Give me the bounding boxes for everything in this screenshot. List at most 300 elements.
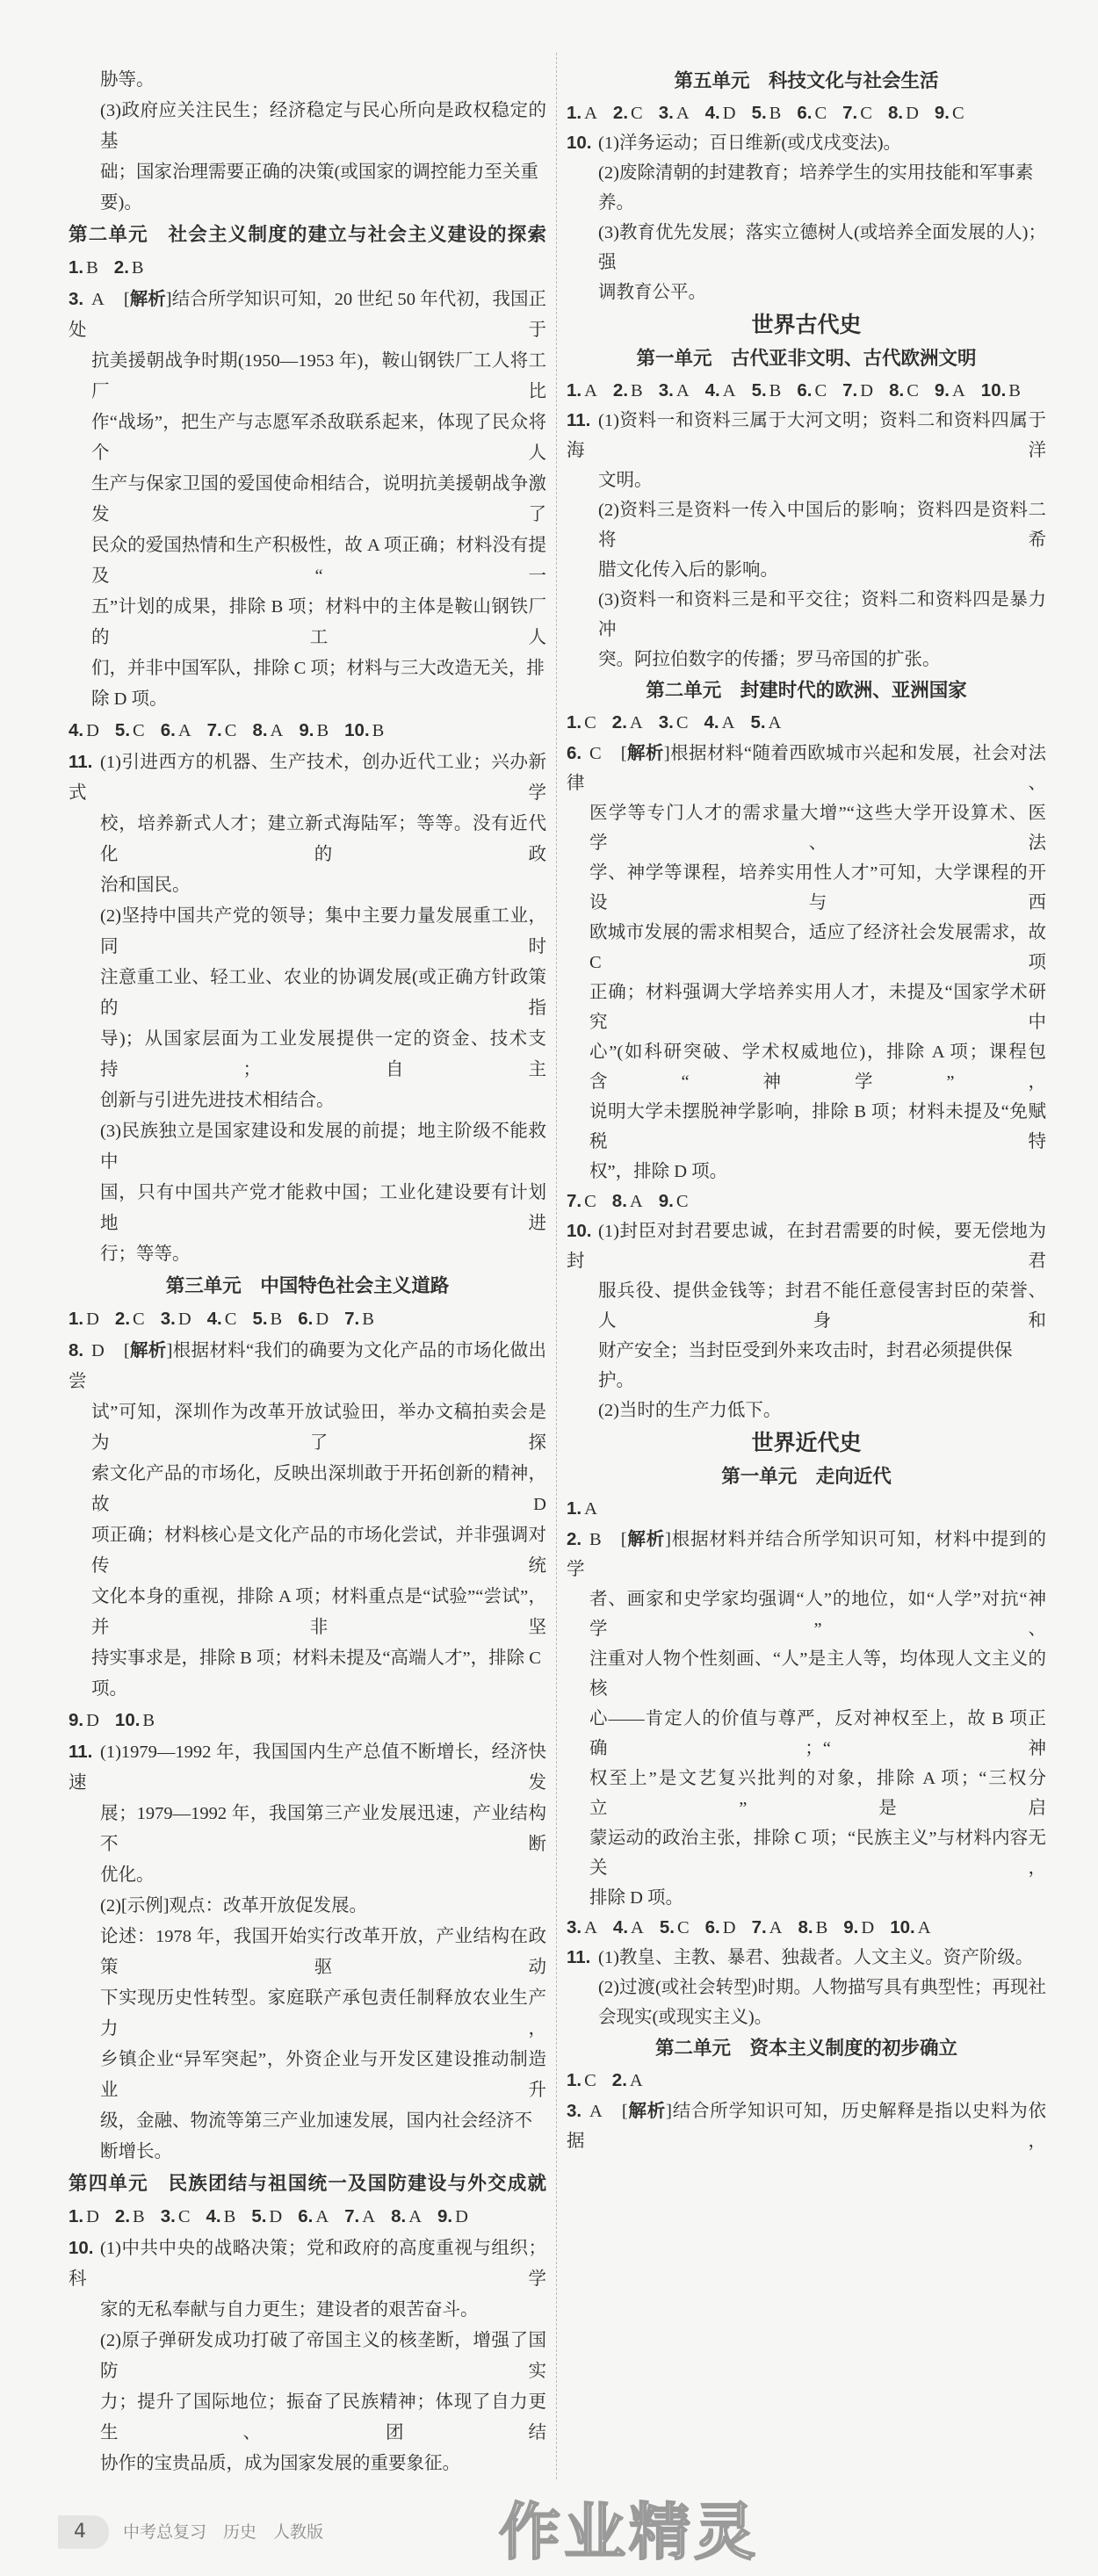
answer-letter: B <box>372 721 385 740</box>
answer-letter: B <box>631 381 643 400</box>
unit-heading: 第一单元 古代亚非文明、古代欧洲文明 <box>636 348 977 370</box>
answer-item <box>437 2201 468 2233</box>
line-text: 欧城市发展的需求相契合，适应了经济社会发展需求，故 C 项 <box>589 923 1046 972</box>
text-line <box>69 1459 546 1520</box>
answer-item <box>161 1303 191 1335</box>
answer-letter: C <box>133 721 145 740</box>
line-text: (2)当时的生产力低下。 <box>598 1401 782 1420</box>
text-line <box>567 2002 1046 2032</box>
text-line <box>69 653 546 715</box>
line-text: 蒙运动的政治主张，排除 C 项；“民族主义”与材料内容无关， <box>589 1829 1046 1878</box>
line-text: 腊文化传入后的影响。 <box>598 560 778 580</box>
answer-item <box>567 2066 596 2096</box>
line-text: (2)资料三是资料一传入中国后的影响；资料四是资料二将希 <box>598 501 1046 550</box>
answer-item <box>889 376 919 406</box>
question-number: 4. <box>704 712 719 732</box>
answer-letter: C <box>177 2207 191 2226</box>
answer-item <box>890 1913 930 1943</box>
question-number: 11. <box>69 1742 93 1762</box>
text-line <box>69 530 546 592</box>
answer-item <box>567 708 596 738</box>
question-number: 7. <box>567 1191 582 1211</box>
answer-item <box>797 376 827 406</box>
line-text: 根据材料“我们的确要为文化产品的市场化做出尝 <box>69 1341 546 1391</box>
question-number: 1. <box>567 380 582 400</box>
text-line <box>567 1336 1046 1396</box>
answer-item <box>69 1303 99 1335</box>
text-line <box>567 918 1046 978</box>
answer-item <box>69 2201 99 2233</box>
answer-letter: C <box>814 104 827 123</box>
answer-letter: C <box>907 381 919 400</box>
text-line <box>567 1584 1046 1644</box>
text-line <box>567 1704 1046 1764</box>
text-line <box>567 1216 1046 1276</box>
answer-letter: C <box>814 381 827 400</box>
unit-heading: 第三单元 中国特色社会主义道路 <box>165 1275 450 1297</box>
footer <box>0 2488 1098 2576</box>
question-number: 2. <box>612 103 629 123</box>
unit-heading: 第一单元 走向近代 <box>721 1466 892 1488</box>
line-text: 文明。 <box>598 471 653 490</box>
analysis-label: 解析 <box>129 288 166 309</box>
question-number: 3. <box>69 289 84 309</box>
line-text: (3)民族独立是国家建设和发展的前提；地主阶级不能救中 <box>100 1122 546 1172</box>
text-line <box>567 2096 1046 2156</box>
answer-letter: A <box>917 1918 931 1937</box>
question-number: 6. <box>567 743 582 763</box>
answer-letter: A <box>91 290 105 309</box>
answer-letter: A <box>584 1918 597 1937</box>
text-line <box>69 1799 546 1860</box>
answer-letter: C <box>951 104 964 123</box>
answer-letter: C <box>675 713 689 732</box>
line-text: (2)[示例]观点：改革开放促发展。 <box>100 1896 368 1916</box>
question-number: 7. <box>344 2206 360 2226</box>
question-number: 8. <box>252 720 268 740</box>
question-number: 3. <box>567 2101 582 2121</box>
text-line <box>567 218 1046 278</box>
answer-item <box>752 98 782 128</box>
answer-item <box>842 376 873 406</box>
answer-item <box>567 1187 596 1216</box>
question-number: 4. <box>704 103 720 123</box>
question-number: 10. <box>567 133 592 153</box>
answer-letter: B <box>1008 381 1021 400</box>
answer-letter: D <box>861 1918 875 1937</box>
page-number: 4 <box>58 2515 109 2549</box>
line-text: 结合所学知识可知，20 世纪 50 年代初，我国正处于 <box>69 290 547 340</box>
line-text: 们，并非中国军队，排除 C 项；材料与三大改造无关，排除 D 项。 <box>91 659 545 709</box>
book-title: 中考总复习 历史 人教版 <box>123 2522 324 2542</box>
answer-letter: D <box>722 104 736 123</box>
line-text: 财产安全；当封臣受到外来攻击时，封君必须提供保护。 <box>598 1341 1013 1390</box>
line-text: (2)过渡(或社会转型)时期。人物描写具有典型性；再现社 <box>598 1978 1046 1997</box>
text-line <box>69 2045 546 2106</box>
text-line <box>69 1643 546 1705</box>
answer-letter: D <box>177 1310 191 1329</box>
text-line <box>567 1157 1046 1187</box>
question-number: 4. <box>206 2206 221 2226</box>
text-line <box>567 858 1046 918</box>
answer-letter: D <box>86 1711 99 1730</box>
answer-item <box>115 1303 145 1335</box>
answer-item <box>161 715 191 747</box>
line-text: 创新与引进先进技术相结合。 <box>100 1091 335 1110</box>
answer-item <box>344 2201 375 2233</box>
answer-row <box>567 2066 1046 2096</box>
text-line <box>567 1276 1046 1336</box>
answer-item <box>752 1913 783 1943</box>
answer-letter: C <box>675 1192 689 1211</box>
question-number: 8. <box>798 1917 813 1937</box>
answer-letter: B <box>589 1530 602 1549</box>
text-line <box>69 747 546 809</box>
text-line <box>567 1524 1046 1584</box>
answer-row <box>567 708 1046 738</box>
text-line <box>69 2326 546 2387</box>
analysis-tag: [解析] <box>620 1528 671 1549</box>
answer-letter: C <box>584 713 596 732</box>
line-text: 础；国家治理需要正确的决策(或国家的调控能力至关重要)。 <box>100 162 538 213</box>
text-line <box>69 284 546 346</box>
text-line <box>69 1983 546 2045</box>
answer-letter: B <box>142 1711 155 1730</box>
text-line <box>69 870 546 901</box>
question-number: 1. <box>69 1309 84 1329</box>
answer-item <box>391 2201 422 2233</box>
question-number: 8. <box>69 1340 84 1360</box>
line-text: 抗美援朝战争时期(1950—1953 年)，鞍山钢铁厂工人将工厂比 <box>91 351 546 401</box>
analysis-tag: [解析] <box>123 1339 173 1360</box>
answer-item <box>797 98 827 128</box>
text-line <box>567 406 1046 465</box>
line-text: (2)坚持中国共产党的领导；集中主要力量发展重工业，同时 <box>100 906 546 956</box>
question-number: 3. <box>160 2206 176 2226</box>
answer-letter: B <box>133 2207 145 2226</box>
answer-letter: A <box>589 2102 603 2121</box>
answer-item <box>798 1913 827 1943</box>
section-title: 世界近代史 <box>751 1430 862 1455</box>
line-text: (3)教育优先发展；落实立德树人(或培养全面发展的人)；强 <box>598 223 1046 272</box>
text-line <box>567 1764 1046 1823</box>
text-line <box>69 96 546 157</box>
text-line <box>567 128 1046 158</box>
analysis-label: 解析 <box>627 2100 667 2121</box>
text-line <box>69 1736 546 1799</box>
text-line <box>567 645 1046 675</box>
answer-item <box>69 252 98 284</box>
text-line <box>567 278 1046 307</box>
line-text: 五”计划的成果，排除 B 项；材料中的主体是鞍山钢铁厂的工人 <box>91 597 546 647</box>
answer-item <box>206 2201 236 2233</box>
answer-item <box>843 1913 874 1943</box>
text-line <box>567 1037 1046 1097</box>
answer-letter: A <box>629 1192 643 1211</box>
question-number: 6. <box>704 1917 720 1937</box>
text-line <box>69 901 546 963</box>
line-text: 学、神学等课程，培养实用性人才”可知，大学课程的开设与西 <box>589 863 1046 913</box>
question-number: 7. <box>344 1309 360 1329</box>
answer-item <box>612 1187 643 1216</box>
line-text: 权”，排除 D 项。 <box>589 1162 728 1181</box>
line-text: 生产与保家卫国的爱国使命相结合，说明抗美援朝战争激发了 <box>91 474 546 524</box>
answer-letter: C <box>584 2071 596 2090</box>
answer-letter: B <box>769 381 782 400</box>
answer-item <box>659 1187 689 1216</box>
text-line <box>69 346 546 408</box>
question-number: 2. <box>567 1529 582 1549</box>
answer-letter: B <box>769 104 782 123</box>
right-column <box>567 65 1046 2156</box>
question-number: 5. <box>750 712 766 732</box>
question-number: 8. <box>611 1191 627 1211</box>
answer-row <box>69 715 546 747</box>
answer-item <box>115 1705 155 1736</box>
answer-letter: A <box>408 2207 422 2226</box>
answer-letter: D <box>86 1310 99 1329</box>
answer-letter: B <box>316 721 329 740</box>
text-line <box>567 1097 1046 1157</box>
answer-letter: A <box>675 104 690 123</box>
question-number: 6. <box>160 720 176 740</box>
line-text: 持实事求是，排除 B 项；材料未提及“高端人才”，排除 C 项。 <box>91 1649 541 1699</box>
question-number: 5. <box>659 1917 675 1937</box>
analysis-label: 解析 <box>626 1528 666 1549</box>
answer-letter: A <box>631 1918 644 1937</box>
answer-letter: D <box>86 2207 99 2226</box>
answer-row <box>567 1913 1046 1943</box>
answer-item <box>567 1494 597 1524</box>
text-line <box>69 1086 546 1116</box>
line-text: 民众的爱国热情和生产积极性，故 A 项正确；材料没有提及“一 <box>91 536 546 586</box>
answer-item <box>705 376 736 406</box>
line-text: 注重对人物个性刻画、“人”是主人等，均体现人文主义的核 <box>589 1649 1046 1699</box>
question-number: 10. <box>69 2238 94 2258</box>
answer-letter: B <box>223 2207 236 2226</box>
text-line <box>567 1883 1046 1913</box>
question-number: 8. <box>391 2206 407 2226</box>
answer-item <box>298 2201 329 2233</box>
question-number: 10. <box>980 380 1007 400</box>
line-text: 行；等等。 <box>100 1245 191 1264</box>
answer-row <box>567 98 1046 128</box>
question-number: 5. <box>251 2206 267 2226</box>
question-number: 2. <box>114 2206 131 2226</box>
line-text: 排除 D 项。 <box>589 1888 684 1908</box>
column-divider <box>556 53 557 2479</box>
answer-letter: B <box>86 258 98 278</box>
text-line <box>69 1239 546 1270</box>
line-text: (1)中共中央的战略决策；党和政府的高度重视与组织；科学 <box>69 2239 546 2289</box>
line-text: 权至上”是文艺复兴批判的对象，排除 A 项；“三权分立”是启 <box>589 1769 1046 1818</box>
text-line <box>69 809 546 870</box>
text-line <box>567 555 1046 585</box>
answer-letter: A <box>769 1918 783 1937</box>
question-number: 9. <box>69 1710 84 1730</box>
answer-letter: D <box>86 721 99 740</box>
answer-letter: A <box>768 713 782 732</box>
question-number: 5. <box>252 1309 268 1329</box>
question-number: 10. <box>567 1221 592 1241</box>
answer-item <box>704 708 735 738</box>
question-number: 9. <box>843 1917 859 1937</box>
analysis-label: 解析 <box>626 742 664 763</box>
line-text: 服兵役、提供金钱等；封君不能任意侵害封臣的荣誉、人身和 <box>598 1281 1046 1331</box>
question-number: 3. <box>658 380 674 400</box>
question-number: 2. <box>113 257 129 278</box>
answer-item <box>888 98 919 128</box>
question-number: 10. <box>114 1710 141 1730</box>
answer-letter: C <box>133 1310 145 1329</box>
line-text: (2)废除清朝的封建教育；培养学生的实用技能和军事素养。 <box>598 163 1034 213</box>
text-line <box>567 1943 1046 1973</box>
answer-item <box>660 1913 690 1943</box>
line-text: 者、画家和史学家均强调“人”的地位，如“人学”对抗“神学”、 <box>589 1590 1046 1639</box>
text-line <box>567 1973 1046 2002</box>
text-line <box>69 592 546 653</box>
line-text: 协作的宝贵品质，成为国家发展的重要象征。 <box>100 2454 460 2473</box>
question-number: 4. <box>704 380 720 400</box>
answer-letter: A <box>362 2207 376 2226</box>
unit-heading: 第二单元 资本主义制度的初步确立 <box>654 2038 957 2060</box>
line-text: 调教育公平。 <box>598 283 706 302</box>
answer-letter: D <box>860 381 874 400</box>
question-number: 3. <box>160 1309 176 1329</box>
answer-letter: A <box>315 2207 329 2226</box>
answer-item <box>115 2201 145 2233</box>
line-text: 家的无私奉献与自力更生；建设者的艰苦奋斗。 <box>100 2300 479 2320</box>
answer-row <box>69 1705 546 1736</box>
answer-letter: C <box>224 721 237 740</box>
analysis-tag: [解析] <box>620 742 670 763</box>
unit-heading: 第四单元 民族团结与祖国统一及国防建设与外交成就 <box>69 2173 546 2195</box>
answer-letter: D <box>455 2207 468 2226</box>
text-line <box>567 738 1046 798</box>
text-line <box>69 1397 546 1459</box>
line-text: 正确；材料强调大学培养实用人才，未提及“国家学术研究中 <box>589 983 1046 1032</box>
question-number: 6. <box>298 2206 314 2226</box>
question-number: 3. <box>658 103 674 123</box>
answer-item <box>567 1913 597 1943</box>
line-text: (1)资料一和资料三属于大河文明；资料二和资料四属于海洋 <box>567 411 1046 460</box>
question-number: 1. <box>69 257 84 278</box>
question-number: 10. <box>890 1917 915 1937</box>
answer-row <box>69 252 546 284</box>
line-text: (2)原子弹研发成功打破了帝国主义的核垄断，增强了国防实 <box>100 2331 546 2381</box>
answer-item <box>299 715 329 747</box>
text-line <box>69 1520 546 1582</box>
answer-item <box>114 252 144 284</box>
question-number: 1. <box>567 712 582 732</box>
text-line <box>567 585 1046 645</box>
question-number: 4. <box>612 1917 629 1937</box>
answer-item <box>344 1303 374 1335</box>
text-line <box>567 465 1046 495</box>
answer-item <box>613 376 643 406</box>
line-text: (3)资料一和资料三是和平交往；资料二和资料四是暴力冲 <box>598 590 1046 639</box>
answer-letter: C <box>631 104 643 123</box>
line-text: 医学等专门人才的需求量大增”“这些大学开设算术、医学、法 <box>589 804 1046 853</box>
answer-item <box>750 708 781 738</box>
question-number: 2. <box>611 712 627 732</box>
question-number: 11. <box>69 752 93 772</box>
left-column <box>69 65 546 2479</box>
question-number: 5. <box>114 720 131 740</box>
answer-letter: C <box>224 1310 237 1329</box>
line-text: 项正确；材料核心是文化产品的市场化尝试，并非强调对传统 <box>91 1526 546 1576</box>
text-line <box>69 1860 546 1891</box>
line-text: 治和国民。 <box>100 876 191 895</box>
line-text: 会现实(或现实主义)。 <box>598 2008 773 2027</box>
question-number: 11. <box>567 1947 591 1967</box>
answer-item <box>612 708 643 738</box>
question-number: 1. <box>567 2070 582 2090</box>
question-number: 11. <box>567 410 591 430</box>
line-text: 突。阿拉伯数字的传播；罗马帝国的扩张。 <box>598 650 941 669</box>
line-text: 索文化产品的市场化，反映出深圳敢于开拓创新的精神，故 D <box>91 1464 546 1514</box>
answer-row <box>567 1494 1046 1524</box>
answer-letter: A <box>721 713 735 732</box>
answer-item <box>659 708 689 738</box>
answer-letter: D <box>722 1918 736 1937</box>
question-number: 3. <box>658 712 674 732</box>
answer-letter: A <box>584 381 597 400</box>
text-line <box>69 2295 546 2326</box>
answer-letter: C <box>676 1918 690 1937</box>
answer-item <box>613 1913 644 1943</box>
line-text: (1)洋务运动；百日维新(或戊戌变法)。 <box>598 133 902 153</box>
answer-item <box>252 1303 282 1335</box>
answer-letter: A <box>675 381 690 400</box>
line-text: 说明大学未摆脱神学影响，排除 B 项；材料未提及“免赋税特 <box>589 1102 1046 1151</box>
line-text: 注意重工业、轻工业、农业的协调发展(或正确方针政策的指 <box>100 968 546 1018</box>
line-text: 论述：1978 年，我国开始实行改革开放，产业结构在政策驱动 <box>100 1927 546 1977</box>
text-line <box>69 408 546 469</box>
answer-item <box>207 715 237 747</box>
answer-letter: A <box>584 104 597 123</box>
answer-item <box>981 376 1021 406</box>
line-text: 心”(如科研突破、学术权威地位)，排除 A 项；课程包含“神学”， <box>589 1043 1046 1092</box>
text-line <box>567 158 1046 218</box>
unit-heading: 第二单元 社会主义制度的建立与社会主义建设的探索 <box>69 224 546 246</box>
answer-item <box>659 98 690 128</box>
question-number: 9. <box>934 380 950 400</box>
answer-item <box>935 98 964 128</box>
answer-item <box>69 715 99 747</box>
analysis-tag: [解析] <box>123 288 172 309</box>
text-line <box>69 1178 546 1239</box>
line-text: 试”可知，深圳作为改革开放试验田，举办文稿拍卖会是为了探 <box>91 1403 546 1453</box>
text-line <box>567 798 1046 858</box>
line-text: (1)1979—1992 年，我国国内生产总值不断增长，经济快速发 <box>69 1743 546 1793</box>
question-number: 2. <box>612 380 629 400</box>
watermark: 作业精灵 <box>499 2496 760 2568</box>
text-line <box>69 1582 546 1643</box>
question-number: 4. <box>206 1309 222 1329</box>
text-line <box>69 1335 546 1397</box>
text-line <box>69 1116 546 1178</box>
question-number: 1. <box>567 1498 582 1519</box>
answer-letter: A <box>270 721 284 740</box>
question-number: 4. <box>69 720 84 740</box>
text-line <box>69 157 546 219</box>
text-line <box>69 1024 546 1086</box>
line-text: (1)封臣对封君要忠诚，在封君需要的时候，要无偿地为封君 <box>567 1222 1046 1271</box>
answer-item <box>251 2201 282 2233</box>
question-number: 5. <box>751 103 767 123</box>
text-line <box>567 1644 1046 1704</box>
